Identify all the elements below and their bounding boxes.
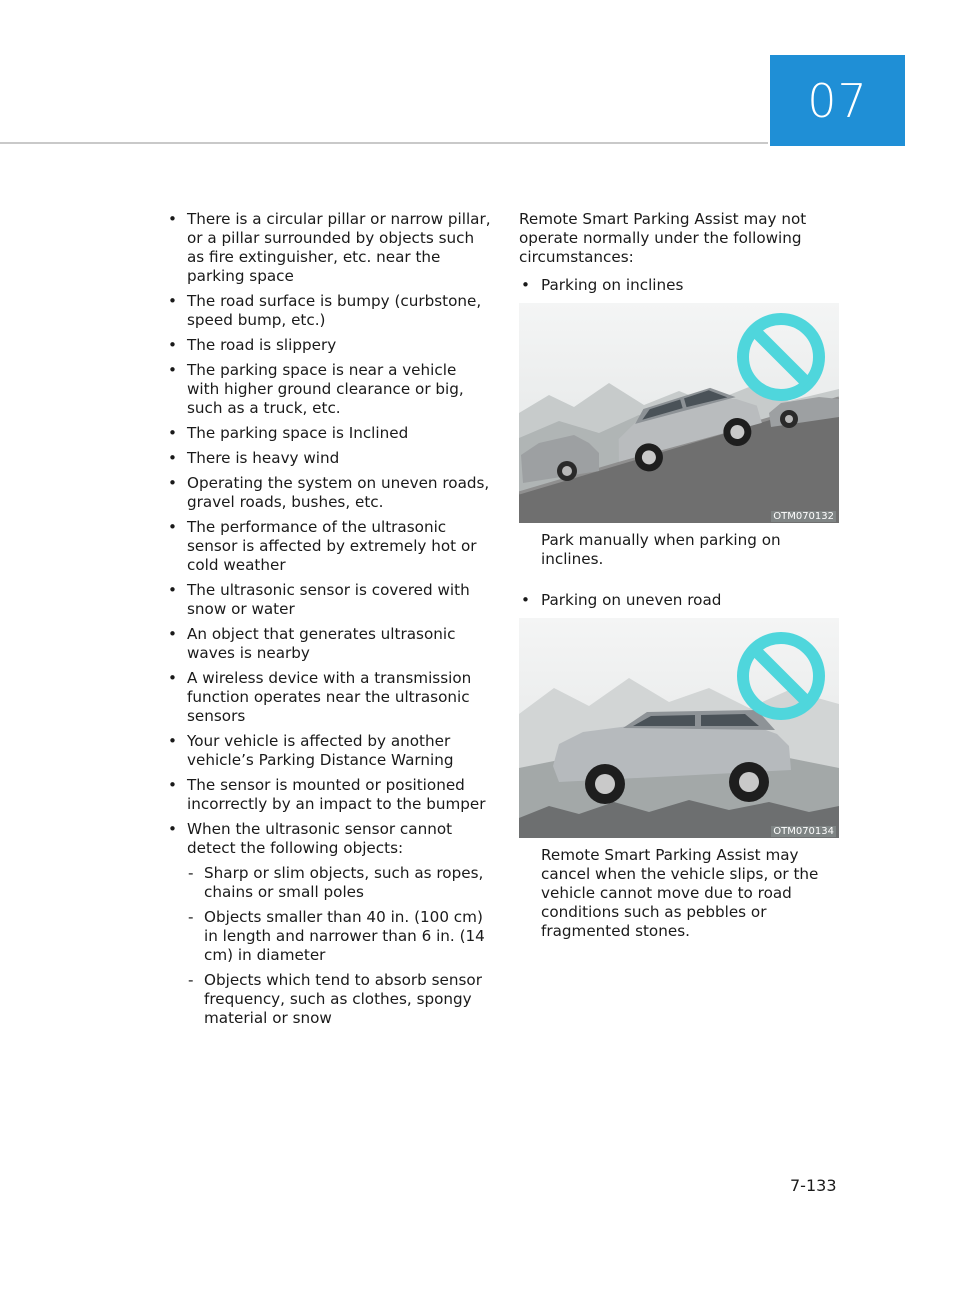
list-item: • A wireless device with a transmission function operates near the ultrasonic sensors xyxy=(163,669,493,726)
list-item: • The parking space is Inclined xyxy=(163,424,493,443)
figure-code: OTM070134 xyxy=(773,826,834,837)
sub-list-item: - Objects smaller than 40 in. (100 cm) in length and narrower than 6 in. (14 cm) in diameter xyxy=(187,908,493,965)
list-item: • There is a circular pillar or narrow pillar, or a pillar surrounded by objects such as fire extinguisher, etc. near the parking space xyxy=(163,210,493,286)
sub-list xyxy=(187,864,493,1028)
list-item: • The ultrasonic sensor is covered with snow or water xyxy=(163,581,493,619)
list-item: • Your vehicle is affected by another vehicle’s Parking Distance Warning xyxy=(163,732,493,770)
header-divider xyxy=(0,142,768,144)
sub-list-item: - Objects which tend to absorb sensor frequency, such as clothes, spongy material or snow xyxy=(187,971,493,1028)
list-item: • The road surface is bumpy (curbstone, speed bump, etc.) xyxy=(163,292,493,330)
list-item-with-sublist xyxy=(163,820,493,1028)
list-item: • An object that generates ultrasonic waves is nearby xyxy=(163,625,493,663)
list-item: • The parking space is near a vehicle with higher ground clearance or big, such as a truck, etc. xyxy=(163,361,493,418)
uneven-road-scene xyxy=(519,618,839,838)
figure-caption: Park manually when parking on inclines. xyxy=(541,531,781,568)
right-column xyxy=(519,210,841,941)
list-item: • The road is slippery xyxy=(163,336,493,355)
list-item: • The sensor is mounted or positioned incorrectly by an impact to the bumper xyxy=(163,776,493,814)
list-item-text: When the ultrasonic sensor cannot detect the following objects: xyxy=(187,820,453,857)
list-item: • Operating the system on uneven roads, gravel roads, bushes, etc. xyxy=(163,474,493,512)
sub-list-item: - Sharp or slim objects, such as ropes, chains or small poles xyxy=(187,864,493,902)
page-number: 7-133 xyxy=(790,1176,837,1195)
incline-illustration xyxy=(519,303,839,523)
intro-paragraph: Remote Smart Parking Assist may not operate normally under the following circumstances: xyxy=(519,210,807,266)
list-item: • There is heavy wind xyxy=(163,449,493,468)
uneven-road-bullet: • Parking on uneven road xyxy=(519,591,841,610)
left-column xyxy=(163,210,493,1034)
condition-list xyxy=(163,210,493,1028)
incline-scene xyxy=(519,303,839,523)
figure-caption: Remote Smart Parking Assist may cancel when the vehicle slips, or the vehicle cannot move due to road conditions such as pebbles or fragmented stones. xyxy=(541,846,819,940)
figure-code: OTM070132 xyxy=(773,511,834,522)
chapter-tab: 07 xyxy=(770,55,905,146)
list-item: • The performance of the ultrasonic sensor is affected by extremely hot or cold weather xyxy=(163,518,493,575)
uneven-road-illustration xyxy=(519,618,839,838)
inclines-bullet: • Parking on inclines xyxy=(519,276,841,295)
